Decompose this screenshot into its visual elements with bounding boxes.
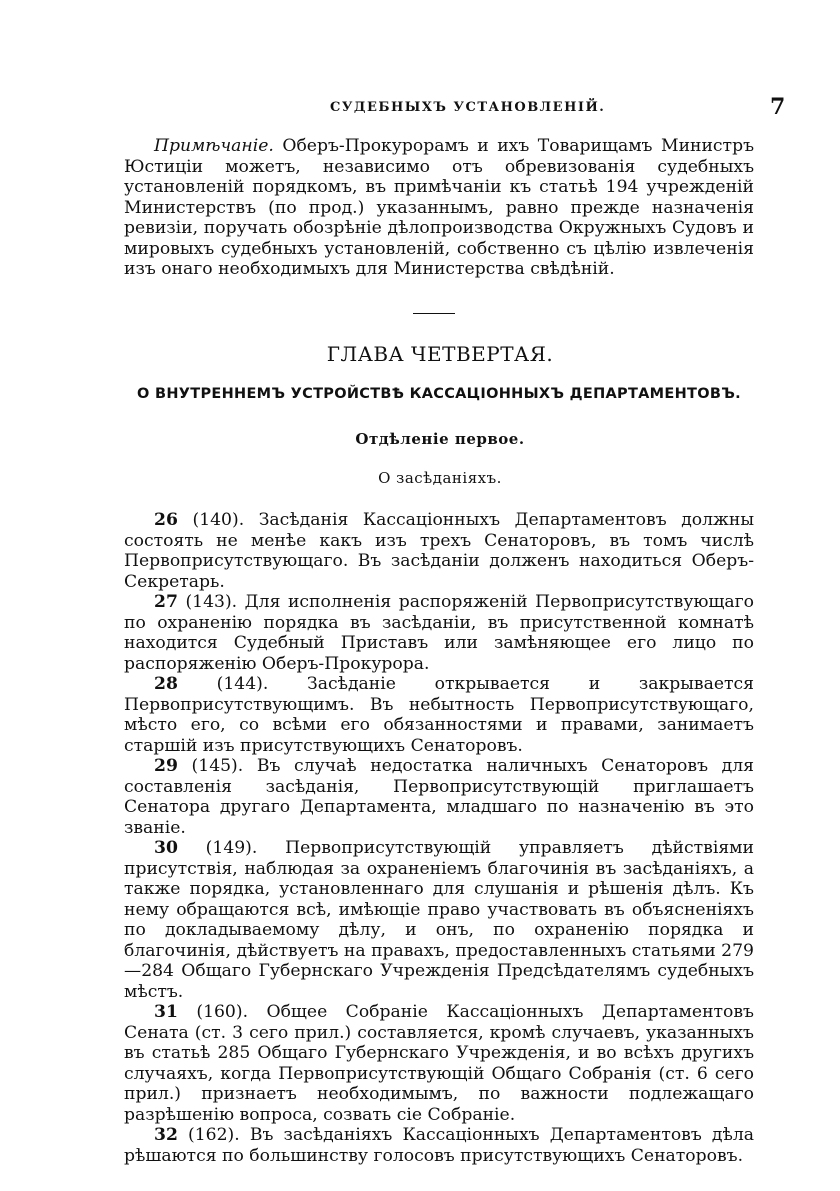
article-32	[124, 1125, 754, 1166]
note-paragraph	[124, 136, 754, 280]
subsection-title: О засѣданіяхъ.	[378, 469, 502, 487]
article-31	[124, 1002, 754, 1125]
article-26	[124, 510, 754, 592]
section-title: Отдѣленіе первое.	[355, 430, 525, 448]
article-text: (143). Для исполненія распоряженій Первоприсутствующаго по охраненію порядка въ засѣданіи, въ присутственной комнатѣ находится Судебный Приставъ или замѣняющее его лицо по распоряженію Оберъ-Прокурора.	[124, 592, 754, 674]
running-head: СУДЕБНЫХЪ УСТАНОВЛЕНІЙ.	[330, 100, 606, 115]
article-number: 26	[154, 510, 178, 530]
article-number: 28	[154, 674, 178, 694]
article-number: 29	[154, 756, 178, 776]
article-number: 31	[154, 1002, 178, 1022]
article-number: 32	[154, 1125, 178, 1145]
article-number: 27	[154, 592, 178, 612]
article-text: (149). Первоприсутствующій управляетъ дѣйствіями присутствія, наблюдая за охраненіемъ благочинія въ засѣданіяхъ, а также порядка, установленнаго для слушанія и рѣшенія дѣлъ. Къ нему обращаются всѣ, имѣющіе право участвовать въ объясненіяхъ по докладываемому дѣлу, и онъ, по охраненію порядка и благочинія, дѣйствуетъ на правахъ, предоставленныхъ статьями 279—284 Общаго Губернскаго Учрежденія Предсѣдателямъ судебныхъ мѣстъ.	[124, 838, 754, 1002]
article-27	[124, 592, 754, 674]
article-text: (140). Засѣданія Кассаціонныхъ Департаментовъ должны состоять не менѣе какъ изъ трехъ Сенаторовъ, въ томъ числѣ Первоприсутствующаго. Въ засѣданіи долженъ находиться Оберъ-Секретарь.	[124, 510, 754, 592]
article-text: (162). Въ засѣданіяхъ Кассаціонныхъ Департаментовъ дѣла рѣшаются по большинству голосовъ присутствующихъ Сенаторовъ.	[124, 1125, 754, 1166]
note-label: Примѣчаніе.	[154, 136, 274, 156]
section-divider	[413, 313, 455, 314]
note-text: Оберъ-Прокурорамъ и ихъ Товарищамъ Министръ Юстиціи можетъ, независимо отъ обревизованія судебныхъ установленій порядкомъ, въ примѣчаніи къ статьѣ 194 учрежденій Министерствъ (по прод.) указаннымъ, равно прежде назначенія ревизіи, поручать обозрѣніе дѣлопроизводства Окружныхъ Судовъ и мировыхъ судебныхъ установленій, собственно съ цѣлію извлеченія изъ онаго необходимыхъ для Министерства свѣдѣній.	[124, 136, 755, 279]
article-29	[124, 756, 754, 838]
page-number: 7	[770, 94, 786, 120]
article-text: (144). Засѣданіе открывается и закрывается Первоприсутствующимъ. Въ небытность Первоприсутствующаго, мѣсто его, со всѣми его обязанностями и правами, занимаетъ старшій изъ присутствующихъ Сенаторовъ.	[124, 674, 754, 756]
chapter-title: ГЛАВА ЧЕТВЕРТАЯ.	[326, 342, 554, 366]
article-28	[124, 674, 754, 756]
article-30	[124, 838, 754, 1002]
article-text: (160). Общее Собраніе Кассаціонныхъ Департаментовъ Сената (ст. 3 сего прил.) составляется, кромѣ случаевъ, указанныхъ въ статьѣ 285 Общаго Губернскаго Учрежденія, и во всѣхъ другихъ случаяхъ, когда Первоприсутствующій Общаго Собранія (ст. 6 сего прил.) признаетъ необходимымъ, по важности подлежащаго разрѣшенію вопроса, созвать сіе Собраніе.	[124, 1002, 754, 1125]
articles-list	[124, 510, 754, 1166]
article-text: (145). Въ случаѣ недостатка наличныхъ Сенаторовъ для составленія засѣданія, Первоприсутствующій приглашаетъ Сенатора другаго Департамента, младшаго по назначенію въ это званіе.	[124, 756, 754, 838]
chapter-subtitle: О ВНУТРЕННЕМЪ УСТРОЙСТВѢ КАССАЦІОННЫХЪ ДЕПАРТАМЕНТОВЪ.	[137, 386, 741, 402]
article-number: 30	[154, 838, 178, 858]
